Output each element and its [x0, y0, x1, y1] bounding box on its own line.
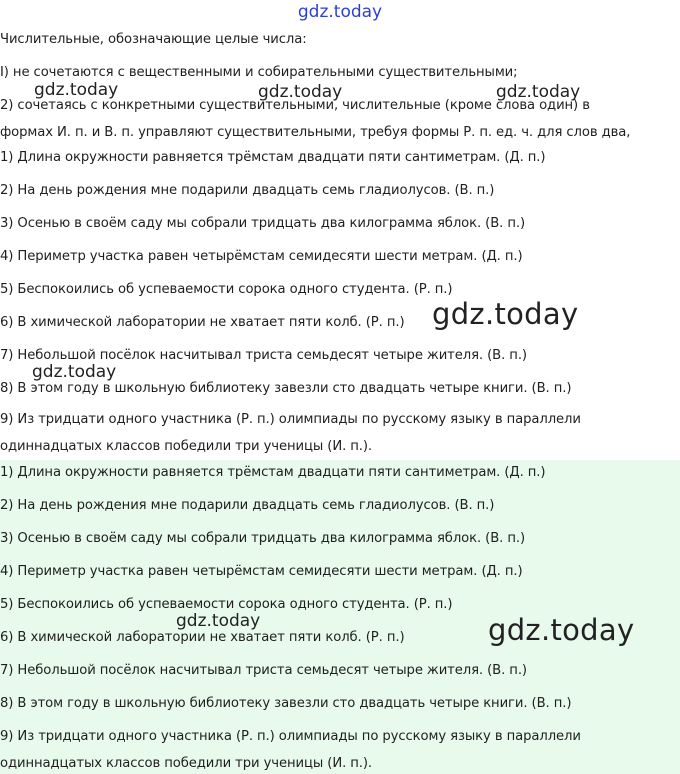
task-sentence-3: 3) Осенью в своём саду мы собрали тридцать два килограмма яблок. (В. п.) — [0, 216, 526, 231]
answer-sentence-5: 5) Беспокоились об успеваемости сорока одного студента. (Р. п.) — [0, 597, 453, 612]
task-sentence-9-line-1: 9) Из тридцати одного участника (Р. п.) олимпиады по русскому языку в параллели — [0, 412, 581, 427]
task-sentence-2: 2) На день рождения мне подарили двадцать семь гладиолусов. (В. п.) — [0, 183, 495, 198]
rule-2-line-2: формах И. п. и В. п. управляют существительными, требуя формы Р. п. ед. ч. для слов два, — [0, 125, 631, 140]
answer-sentence-6: 6) В химической лаборатории не хватает пяти колб. (Р. п.) — [0, 630, 405, 645]
rule-2-line-1: 2) сочетаясь с конкретными существительными, числительные (кроме слова один) в — [0, 98, 590, 113]
watermark: gdz.today — [496, 82, 581, 102]
answer-sentence-8: 8) В этом году в школьную библиотеку завезли сто двадцать четыре книги. (В. п.) — [0, 696, 572, 711]
rule-1: I) не сочетаются с вещественными и собирательными существительными; — [0, 65, 518, 80]
site-header: gdz.today — [297, 2, 383, 22]
answer-sentence-1: 1) Длина окружности равняется трёмстам двадцати пяти сантиметрам. (Д. п.) — [0, 465, 546, 480]
watermark: gdz.today — [488, 613, 635, 647]
task-sentence-8: 8) В этом году в школьную библиотеку завезли сто двадцать четыре книги. (В. п.) — [0, 381, 572, 396]
answer-sentence-3: 3) Осенью в своём саду мы собрали тридцать два килограмма яблок. (В. п.) — [0, 531, 526, 546]
rule-intro: Числительные, обозначающие целые числа: — [0, 32, 307, 47]
answer-sentence-9-line-1: 9) Из тридцати одного участника (Р. п.) олимпиады по русскому языку в параллели — [0, 729, 581, 744]
task-sentence-6: 6) В химической лаборатории не хватает пяти колб. (Р. п.) — [0, 315, 405, 330]
task-sentence-5: 5) Беспокоились об успеваемости сорока одного студента. (Р. п.) — [0, 282, 453, 297]
watermark: gdz.today — [176, 611, 261, 631]
task-sentence-9-line-2: одиннадцатых классов победили три ученицы (И. п.). — [0, 439, 373, 454]
task-sentence-4: 4) Периметр участка равен четырёмстам семидесяти шести метрам. (Д. п.) — [0, 249, 523, 264]
answer-sentence-2: 2) На день рождения мне подарили двадцать семь гладиолусов. (В. п.) — [0, 498, 495, 513]
answer-sentence-4: 4) Периметр участка равен четырёмстам семидесяти шести метрам. (Д. п.) — [0, 564, 523, 579]
answer-sentence-7: 7) Небольшой посёлок насчитывал триста семьдесят четыре жителя. (В. п.) — [0, 663, 527, 678]
watermark: gdz.today — [432, 297, 579, 331]
watermark: gdz.today — [34, 80, 119, 100]
watermark: gdz.today — [32, 362, 117, 382]
watermark: gdz.today — [258, 82, 343, 102]
answer-sentence-9-line-2: одиннадцатых классов победили три ученицы (И. п.). — [0, 756, 373, 771]
task-sentence-1: 1) Длина окружности равняется трёмстам двадцати пяти сантиметрам. (Д. п.) — [0, 150, 546, 165]
task-sentence-7: 7) Небольшой посёлок насчитывал триста семьдесят четыре жителя. (В. п.) — [0, 348, 527, 363]
